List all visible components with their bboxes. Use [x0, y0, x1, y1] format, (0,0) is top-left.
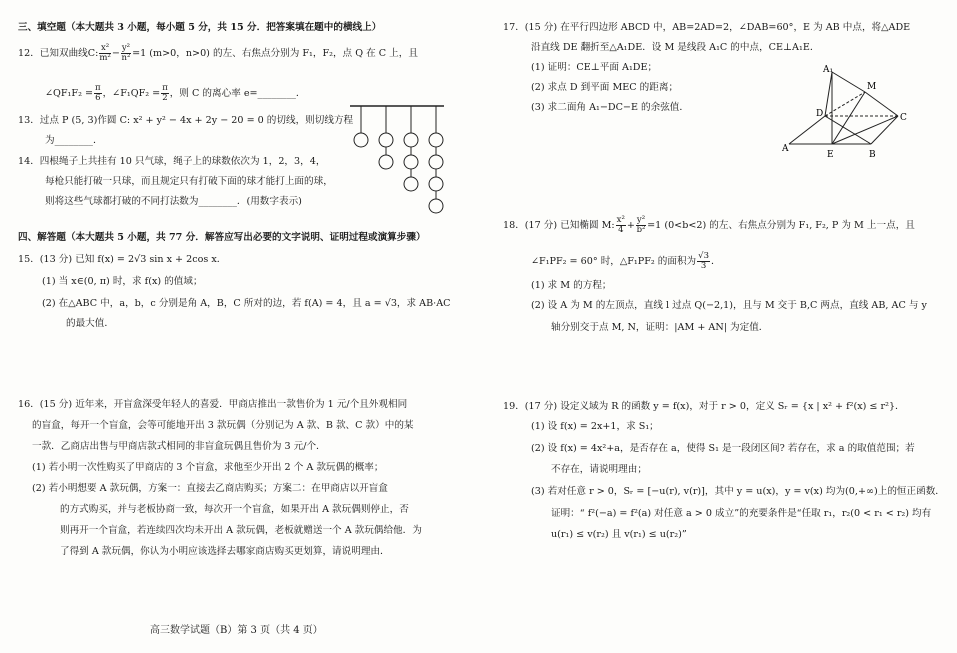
q19-line2: (1) 设 f(x) = 2x+1，求 S₁； [531, 421, 659, 432]
q19-line6: 证明：“ f²(−a) = f²(a) 对任意 a > 0 成立”的充要条件是“任取 r₁，r₂(0 < r₁ < r₂) 均有 [551, 508, 932, 519]
q16-line8: 了得到 A 款玩偶，你认为小明应该选择去哪家商店购买更划算，请说明理由． [60, 546, 390, 557]
q19-line5: (3) 若对任意 r > 0，Sᵣ = [−u(r), v(r)]，其中 y = u(x)，y = v(x) 均为(0,+∞)上的恒正函数． [531, 486, 945, 497]
q18-line4: (2) 设 A 为 M 的左顶点，直线 l 过点 Q(−2,1)，且与 M 交于 B,C 两点，直线 AB, AC 与 y [531, 300, 927, 311]
q19-line1: 19．(17 分) 设定义域为 R 的函数 y = f(x)，对于 r > 0，定义 Sᵣ = {x | x² + f²(x) ≤ r²}． [503, 401, 905, 412]
section3-heading: 三、填空题（本大题共 3 小题，每小题 5 分，共 15 分．把答案填在题中的横线上） [18, 22, 382, 33]
q14-line3: 则将这些气球都打破的不同打法数为________．(用数字表示) [45, 196, 302, 207]
q15-line3: (2) 在△ABC 中，a，b，c 分别是角 A，B，C 所对的边，若 f(A) = 4，且 a = √3，求 AB·AC [42, 298, 451, 309]
page-footer: 高三数学试题（B）第 3 页（共 4 页） [150, 625, 323, 636]
q16-line4: (1) 若小明一次性购买了甲商店的 3 个盲盒，求他至少开出 2 个 A 款玩偶的概率； [32, 462, 384, 473]
balloons-figure [348, 103, 448, 229]
q13-line2: 为________． [45, 135, 103, 146]
q18-line5: 轴分别交于点 M, N，证明：|AM + AN| 为定值． [551, 322, 769, 333]
section4-heading: 四、解答题（本大题共 5 小题，共 77 分．解答应写出必要的文字说明、证明过程或演算步骤） [18, 232, 426, 243]
q18-line3: (1) 求 M 的方程； [531, 280, 612, 291]
q16-line5: (2) 若小明想要 A 款玩偶，方案一：直接去乙商店购买；方案二：在甲商店以开盲盒 [32, 483, 388, 494]
q18-line2: ∠F₁PF₂ = 60° 时，△F₁PF₂ 的面积为 $\frac{√3}{3}$ ． [531, 251, 721, 271]
q19-line3: (2) 设 f(x) = 4x²+a，是否存在 a，使得 S₁ 是一段闭区间? 若存在，求 a 的取值范围；若 [531, 443, 915, 454]
figure-label-A: A [782, 144, 789, 154]
figure-label-A1: A₁ [823, 65, 834, 75]
q14-line2: 每枪只能打破一只球，而且规定只有打破下面的球才能打上面的球， [45, 176, 333, 187]
q18-line1: 18．(17 分) 已知椭圆 M: $\frac{\text{x²}}{4}$ + $\frac{\text{y²}}{\text{b²}}$ =1 (0<b<2) 的左、右焦点分别为 F₁, F₂, P 为 M 上一点，且 [503, 215, 915, 235]
q16-line3: 一款．乙商店出售与甲商店款式相同的非盲盒玩偶且售价为 3 元/个． [32, 441, 326, 452]
q17-line3: (1) 证明：CE⊥平面 A₁DE； [531, 62, 658, 73]
figure-label-C: C [900, 113, 907, 123]
figure-label-E: E [827, 150, 834, 160]
q12-line2: ∠QF₁F₂ = $\frac{\pi}{6}$ ，∠F₁QF₂ = $\frac{\pi}{2}$ ，则 C 的离心率 e=________． [45, 83, 306, 103]
q17-line5: (3) 求二面角 A₁−DC−E 的余弦值． [531, 102, 689, 113]
q16-line1: 16．(15 分) 近年来，开盲盒深受年轻人的喜爱．甲商店推出一款售价为 1 元/个且外观相同 [18, 399, 408, 410]
q17-line2: 沿直线 DE 翻折至△A₁DE．设 M 是线段 A₁C 的中点，CE⊥A₁E． [531, 42, 820, 53]
folded-parallelogram-figure [781, 58, 931, 164]
figure-label-B: B [869, 150, 876, 160]
q17-line4: (2) 求点 D 到平面 MEC 的距离； [531, 82, 679, 93]
q15-line1: 15．(13 分) 已知 f(x) = 2√3 sin x + 2cos x． [18, 254, 227, 265]
q17-line1: 17．(15 分) 在平行四边形 ABCD 中，AB=2AD=2，∠DAB=60°，E 为 AB 中点，将△ADE [503, 22, 911, 33]
q15-line2: (1) 当 x∈(0, π) 时，求 f(x) 的值域； [42, 276, 203, 287]
q19-line7: u(r₁) ≤ v(r₂) 且 v(r₁) ≤ u(r₂)” [551, 529, 687, 540]
q19-line4: 不存在，请说明理由； [551, 464, 647, 475]
q12-line1: 12．已知双曲线C: $\frac{\text{x²}}{\text{m²}}$ − $\frac{\text{y²}}{\text{n²}}$ =1 (m>0，n>0) 的左、右焦点分别为 F₁，F₂，点 Q 在 C 上，且 [18, 43, 418, 63]
q16-line2: 的盲盒，每开一个盲盒，会等可能地开出 3 款玩偶（分别记为 A 款、B 款、C 款）中的某 [32, 420, 414, 431]
q16-line6: 的方式购买，并与老板协商一致，每次开一个盲盒，如果开出 A 款玩偶则停止，否 [60, 504, 409, 515]
q13-line1: 13．过点 P (5, 3)作圆 C: x² + y² − 4x + 2y − 20 = 0 的切线，则切线方程 [18, 115, 354, 126]
q14-line1: 14．四根绳子上共挂有 10 只气球，绳子上的球数依次为 1，2，3，4， [18, 156, 326, 167]
figure-label-D: D [816, 109, 824, 119]
figure-label-M: M [867, 82, 877, 92]
q16-line7: 则再开一个盲盒，若连续四次均未开出 A 款玩偶，老板就赠送一个 A 款玩偶给他．为 [60, 525, 422, 536]
q15-line4: 的最大值． [66, 318, 114, 329]
